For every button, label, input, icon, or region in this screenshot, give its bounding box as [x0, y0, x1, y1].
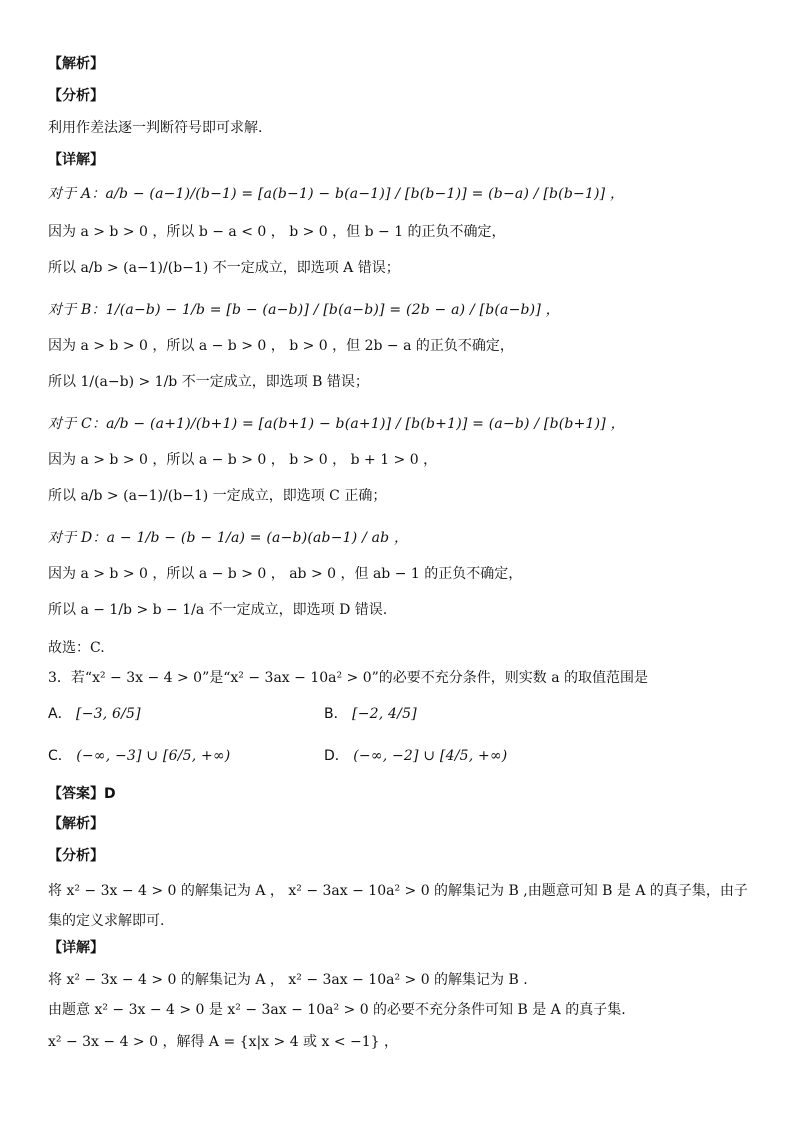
option-d: [324, 746, 507, 766]
text-line: 因为 a > b > 0 ，所以 a − b > 0 ， b > 0 ， b + 1 > 0 ，: [48, 452, 438, 468]
text-line: 将 x² − 3x − 4 > 0 的解集记为 A ， x² − 3ax − 10a² > 0 的解集记为 B .: [48, 972, 528, 988]
option-d-text: (−∞, −2] ∪ [4/5, +∞): [353, 748, 508, 764]
section-heading-detail: 【详解】: [48, 940, 104, 956]
text-line: 所以 1/(a−b) > 1/b 不一定成立，即选项 B 错误；: [48, 374, 369, 390]
text-line: x² − 3x − 4 > 0 ，解得 A = {x|x > 4 或 x < −1} ，: [48, 1034, 399, 1050]
text-line: 所以 a/b > (a−1)/(b−1) 不一定成立，即选项 A 错误；: [48, 260, 400, 276]
answer-line: 【答案】D: [48, 786, 116, 802]
text-line: 所以 a/b > (a−1)/(b−1) 一定成立，即选项 C 正确；: [48, 488, 387, 504]
text-line: 所以 a − 1/b > b − 1/a 不一定成立，即选项 D 错误.: [48, 602, 388, 618]
math-line: 对于 A：a/b − (a−1)/(b−1) = [a(b−1) − b(a−1)] / [b(b−1)] = (b−a) / [b(b−1)] ，: [48, 186, 625, 202]
section-heading-fenxi: 【分析】: [48, 88, 104, 104]
text-line: 故选：C.: [48, 640, 105, 656]
option-c-text: (−∞, −3] ∪ [6/5, +∞): [76, 748, 231, 764]
text-paragraph: 将 x² − 3x − 4 > 0 的解集记为 A ， x² − 3ax − 10a² > 0 的解集记为 B ,由题意可知 B 是 A 的真子集，由子集的定义求解即可.: [48, 883, 748, 929]
option-a-label: A．: [48, 706, 72, 722]
math-line: 对于 C：a/b − (a+1)/(b+1) = [a(b+1) − b(a+1)] / [b(b+1)] = (a−b) / [b(b+1)] ，: [48, 416, 625, 432]
math-line: 对于 D：a − 1/b − (b − 1/a) = (a−b)(ab−1) / ab ，: [48, 530, 409, 546]
text-line: 利用作差法逐一判断符号即可求解.: [48, 120, 263, 136]
option-b-label: B．: [324, 706, 348, 722]
option-b: [324, 704, 417, 724]
option-d-label: D．: [324, 748, 349, 764]
section-heading-fenxi: 【分析】: [48, 848, 104, 864]
option-a: [48, 704, 141, 724]
section-heading-analysis: 【解析】: [48, 56, 104, 72]
text-line: 因为 a > b > 0 ，所以 a − b > 0 ， ab > 0 ，但 ab − 1 的正负不确定，: [48, 566, 523, 582]
option-a-text: [−3, 6/5]: [76, 706, 141, 722]
text-line: 由题意 x² − 3x − 4 > 0 是 x² − 3ax − 10a² > 0 的必要不充分条件可知 B 是 A 的真子集.: [48, 1002, 626, 1018]
math-line: 对于 B：1/(a−b) − 1/b = [b − (a−b)] / [b(a−b)] = (2b − a) / [b(a−b)] ，: [48, 302, 560, 318]
text-line: 因为 a > b > 0 ，所以 b − a < 0 ， b > 0 ，但 b − 1 的正负不确定，: [48, 224, 506, 240]
section-heading-analysis: 【解析】: [48, 816, 104, 832]
text-line: 因为 a > b > 0 ，所以 a − b > 0 ， b > 0 ，但 2b − a 的正负不确定，: [48, 338, 514, 354]
option-b-text: [−2, 4/5]: [352, 706, 417, 722]
section-heading-detail: 【详解】: [48, 152, 104, 168]
option-c: [48, 746, 230, 766]
question-text: 3．若“x² − 3x − 4 > 0”是“x² − 3ax − 10a² > 0”的必要不充分条件，则实数 a 的取值范围是: [48, 670, 649, 686]
option-c-label: C．: [48, 748, 72, 764]
